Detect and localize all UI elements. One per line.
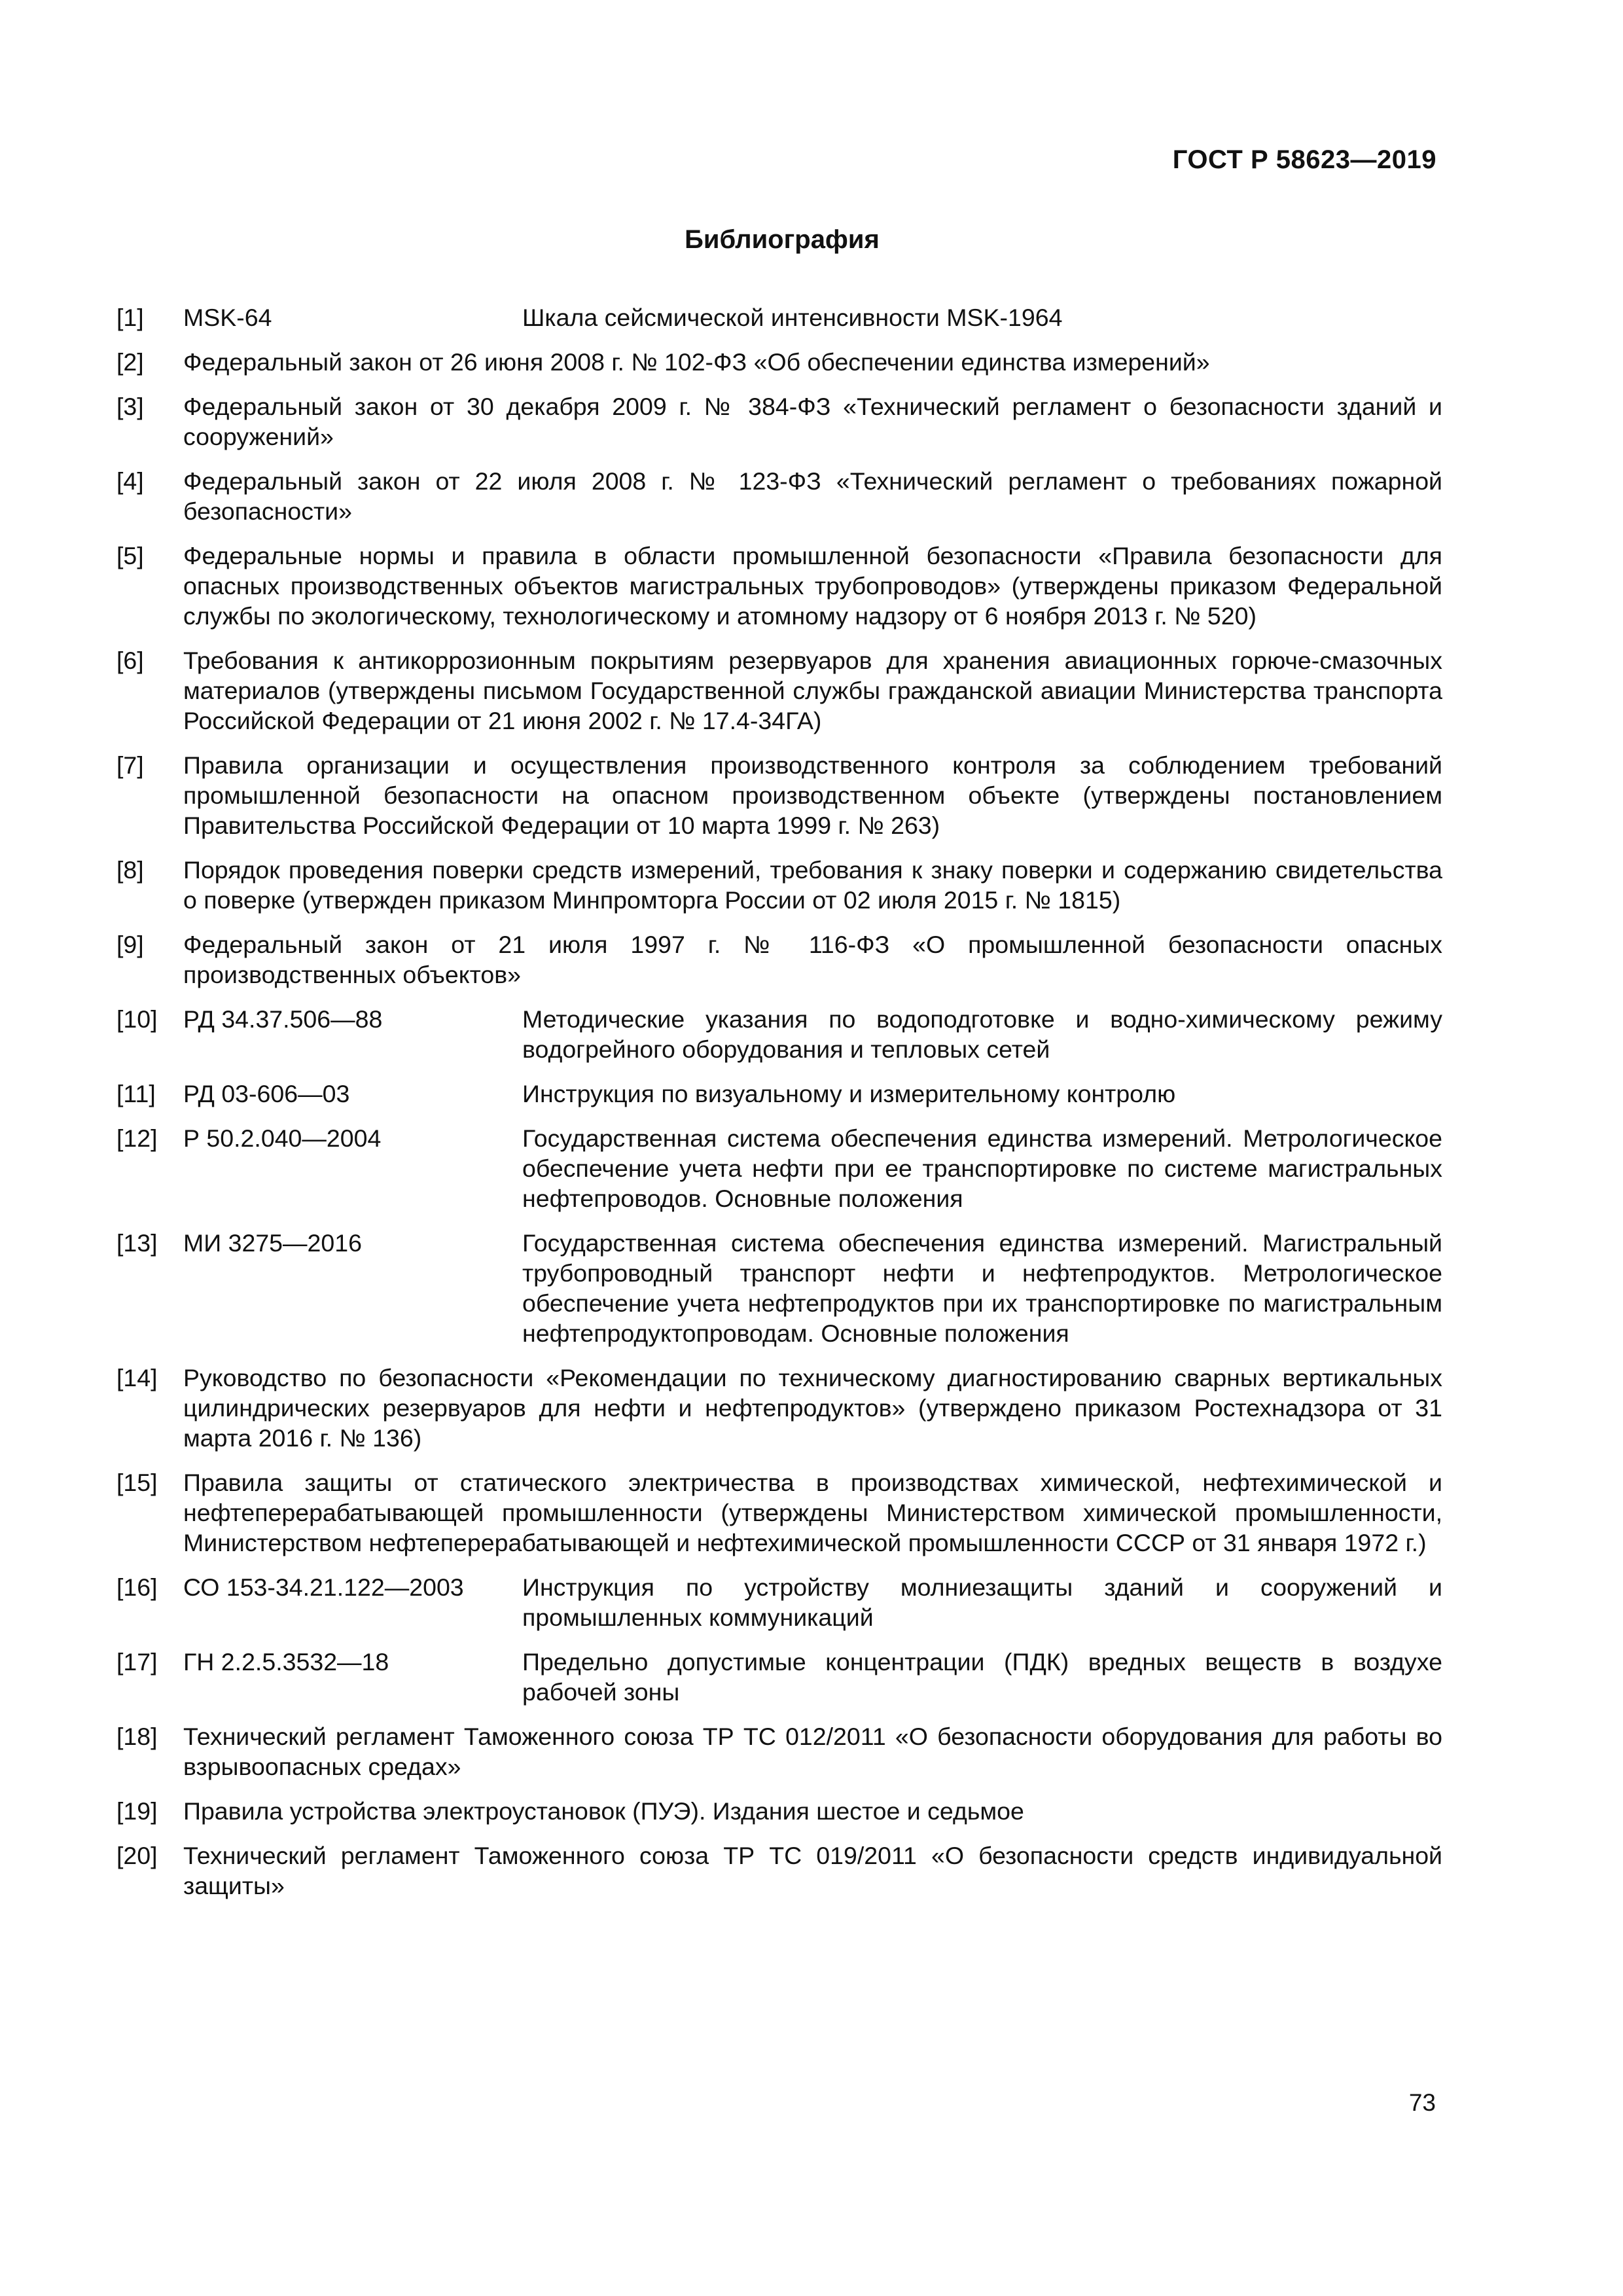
bibliography-entry bbox=[116, 1004, 1442, 1064]
entry-text: Правила организации и осуществления производственного контроля за соблюдением требований промышленной безопасности на опасном производственном объекте (утверждены постановлением Правительства Российской Федерации от 10 марта 1999 г. № 263) bbox=[183, 751, 1442, 839]
entry-number: [20] bbox=[116, 1842, 158, 1869]
entry-text: Технический регламент Таможенного союза ТР ТС 012/2011 «О безопасности оборудования для работы во взрывоопасных средах» bbox=[183, 1723, 1442, 1780]
bibliography-list bbox=[116, 302, 1442, 1915]
entry-text: Государственная система обеспечения единства измерений. Магистральный трубопроводный транспорт нефти и нефтепродуктов. Метрологическое обеспечение учета нефтепродуктов при их транспортировке по магистральным нефтепродуктопроводам. Основные положения bbox=[522, 1229, 1442, 1347]
entry-text: Инструкция по визуальному и измерительному контролю bbox=[522, 1080, 1176, 1107]
entry-text: Технический регламент Таможенного союза ТР ТС 019/2011 «О безопасности средств индивидуальной защиты» bbox=[183, 1842, 1442, 1899]
bibliography-entry bbox=[116, 302, 1442, 332]
bibliography-entry bbox=[116, 929, 1442, 990]
entry-text: Федеральный закон от 30 декабря 2009 г. № 384-ФЗ «Технический регламент о безопасности зданий и сооружений» bbox=[183, 393, 1442, 450]
entry-designation: ГН 2.2.5.3532—18 bbox=[183, 1648, 389, 1676]
bibliography-entry bbox=[116, 1840, 1442, 1901]
entry-number: [14] bbox=[116, 1364, 158, 1391]
bibliography-entry bbox=[116, 347, 1442, 377]
bibliography-entry bbox=[116, 1721, 1442, 1782]
entry-designation: MSK-64 bbox=[183, 304, 272, 331]
entry-text: Методические указания по водоподготовке и водно-химическому режиму водогрейного оборудования и тепловых сетей bbox=[522, 1005, 1442, 1063]
entry-number: [5] bbox=[116, 542, 144, 569]
entry-number: [12] bbox=[116, 1124, 158, 1152]
entry-number: [11] bbox=[116, 1080, 156, 1107]
entry-text: Руководство по безопасности «Рекомендации по техническому диагностированию сварных вертикальных цилиндрических резервуаров для нефти и нефтепродуктов» (утверждено приказом Ростехнадзора от 31 марта 2016 г. № 136) bbox=[183, 1364, 1442, 1452]
entry-number: [18] bbox=[116, 1723, 158, 1750]
entry-number: [13] bbox=[116, 1229, 158, 1257]
bibliography-entry bbox=[116, 1228, 1442, 1348]
entry-text: Федеральный закон от 26 июня 2008 г. № 102-ФЗ «Об обеспечении единства измерений» bbox=[183, 348, 1210, 376]
bibliography-entry bbox=[116, 1079, 1442, 1109]
entry-text: Государственная система обеспечения единства измерений. Метрологическое обеспечение учета нефти при ее транспортировке по системе магистральных нефтепроводов. Основные положения bbox=[522, 1124, 1442, 1212]
bibliography-entry bbox=[116, 391, 1442, 452]
bibliography-entry bbox=[116, 855, 1442, 915]
entry-text: Правила защиты от статического электричества в производствах химической, нефтехимической и нефтеперерабатывающей промышленности (утверждены Министерством химической промышленности, Министерством нефтеперерабатывающей и нефтехимической промышленности СССР от 31 января 1972 г.) bbox=[183, 1469, 1442, 1556]
entry-number: [2] bbox=[116, 348, 144, 376]
entry-text: Предельно допустимые концентрации (ПДК) вредных веществ в воздухе рабочей зоны bbox=[522, 1648, 1442, 1706]
entry-number: [9] bbox=[116, 931, 144, 958]
entry-number: [1] bbox=[116, 304, 144, 331]
entry-number: [4] bbox=[116, 467, 144, 495]
entry-designation: СО 153-34.21.122—2003 bbox=[183, 1573, 464, 1601]
bibliography-entry bbox=[116, 1467, 1442, 1558]
entry-number: [16] bbox=[116, 1573, 158, 1601]
bibliography-entry bbox=[116, 645, 1442, 736]
page-title: Библиография bbox=[685, 225, 880, 254]
entry-designation: РД 34.37.506—88 bbox=[183, 1005, 383, 1033]
bibliography-entry bbox=[116, 1796, 1442, 1826]
entry-number: [7] bbox=[116, 751, 144, 779]
bibliography-entry bbox=[116, 1572, 1442, 1632]
entry-designation: РД 03-606—03 bbox=[183, 1080, 350, 1107]
bibliography-entry bbox=[116, 1123, 1442, 1213]
entry-number: [17] bbox=[116, 1648, 158, 1676]
bibliography-entry bbox=[116, 541, 1442, 631]
document-code: ГОСТ Р 58623—2019 bbox=[1172, 145, 1436, 174]
entry-number: [10] bbox=[116, 1005, 158, 1033]
entry-number: [15] bbox=[116, 1469, 158, 1496]
entry-text: Шкала сейсмической интенсивности MSK-1964 bbox=[522, 304, 1063, 331]
entry-number: [3] bbox=[116, 393, 144, 420]
entry-number: [6] bbox=[116, 647, 144, 674]
entry-text: Порядок проведения поверки средств измерений, требования к знаку поверки и содержанию свидетельства о поверке (утвержден приказом Минпромторга России от 02 июля 2015 г. № 1815) bbox=[183, 856, 1442, 914]
entry-designation: Р 50.2.040—2004 bbox=[183, 1124, 382, 1152]
bibliography-entry bbox=[116, 1363, 1442, 1453]
entry-text: Требования к антикоррозионным покрытиям резервуаров для хранения авиационных горюче-смазочных материалов (утверждены письмом Государственной службы гражданской авиации Министерства транспорта Российской Федерации от 21 июня 2002 г. № 17.4-34ГА) bbox=[183, 647, 1442, 734]
entry-text: Федеральный закон от 21 июля 1997 г. № 116-ФЗ «О промышленной безопасности опасных производственных объектов» bbox=[183, 931, 1442, 988]
entry-text: Федеральные нормы и правила в области промышленной безопасности «Правила безопасности для опасных производственных объектов магистральных трубопроводов» (утверждены приказом Федеральной службы по экологическому, технологическому и атомному надзору от 6 ноября 2013 г. № 520) bbox=[183, 542, 1442, 630]
entry-number: [8] bbox=[116, 856, 144, 884]
entry-number: [19] bbox=[116, 1797, 158, 1825]
entry-text: Инструкция по устройству молниезащиты зданий и сооружений и промышленных коммуникаций bbox=[522, 1573, 1442, 1631]
entry-text: Правила устройства электроустановок (ПУЭ). Издания шестое и седьмое bbox=[183, 1797, 1024, 1825]
bibliography-entry bbox=[116, 1647, 1442, 1707]
bibliography-entry bbox=[116, 750, 1442, 840]
bibliography-entry bbox=[116, 466, 1442, 526]
page-number: 73 bbox=[1408, 2089, 1436, 2116]
entry-designation: МИ 3275—2016 bbox=[183, 1229, 362, 1257]
entry-text: Федеральный закон от 22 июля 2008 г. № 123-ФЗ «Технический регламент о требованиях пожарной безопасности» bbox=[183, 467, 1442, 525]
